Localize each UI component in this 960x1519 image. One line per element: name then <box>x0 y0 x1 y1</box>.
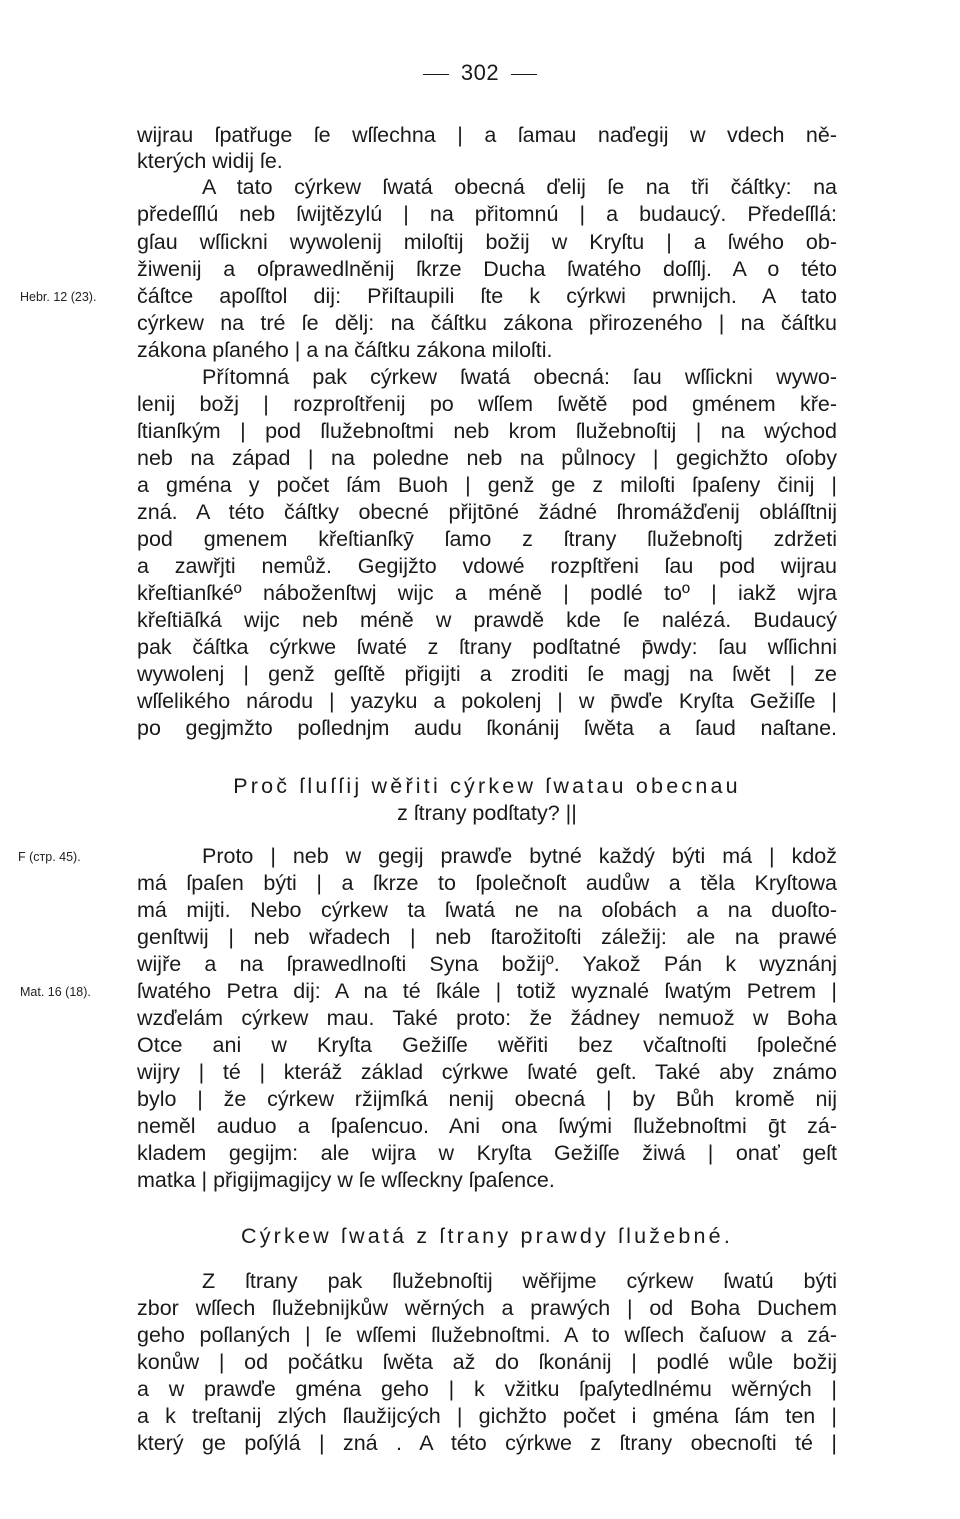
text-line: A tato cýrkew ſwatá obecná ďelij ſe na tři čáſtky: na <box>202 175 837 199</box>
text-line: a gména y počet ſám Buoh | genž ge z miloſti ſpaſeny činij | <box>137 473 837 497</box>
text-line: wywolenj | genž geſſtě přigijti a zroditi ſe magj na ſwět | ze <box>137 662 837 686</box>
text-line: kterých widij ſe. <box>137 149 283 173</box>
text-line: wijry | té | kteráž základ cýrkwe ſwaté geſt. Také aby známo <box>137 1060 837 1084</box>
text-line: má mijti. Nebo cýrkew ta ſwatá ne na oſobách a na duoſto- <box>137 898 837 922</box>
text-line: Přítomná pak cýrkew ſwatá obecná: ſau wſſickni wywo- <box>202 365 837 389</box>
folio-dash-left <box>423 74 449 75</box>
margin-note-hebr: Hebr. 12 (23). <box>20 290 97 304</box>
text-line: Z ſtrany pak ſlužebnoſtij wěřijme cýrkew ſwatú býti <box>202 1269 837 1293</box>
section-heading-line-2: z ſtrany podſtaty? || <box>397 801 577 825</box>
page-number-text: 302 <box>460 60 500 85</box>
text-line: zbor wſſech ſlužebnijkůw wěrných a prawých | od Boha Duchem <box>137 1296 837 1320</box>
text-line: a k treſtanij zlých ſlaužijcých | gichžto počet i gména ſám ten | <box>137 1404 837 1428</box>
text-line: neb na západ | na poledne neb na půlnocy | gegichžto oſoby <box>137 446 837 470</box>
margin-note-f: F (стр. 45). <box>18 850 81 864</box>
text-line: geho poſlaných | ſe wſſemi ſlužebnoſtmi. A to wſſech čaſuow a zá- <box>137 1323 837 1347</box>
folio-dash-right <box>511 74 537 75</box>
text-line: ſtianſkým | pod ſlužebnoſtmi neb krom ſlužebnoſtij | na wýchod <box>137 419 837 443</box>
text-line: a w prawďe gména geho | k vžitku ſpaſytedlnému wěrných | <box>137 1377 837 1401</box>
margin-note-mat: Mat. 16 (18). <box>20 985 91 999</box>
text-line: konůw | od počátku ſwěta až do ſkonánij | podlé wůle božij <box>137 1350 837 1374</box>
text-line: křeſtiāſká wijc neb méně w prawdě kde ſe nalézá. Budaucý <box>137 608 837 632</box>
text-line: wſſelikého národu | yazyku a pokolenj | w p̄wďe Kryſta Gežiſſe | <box>137 689 837 713</box>
text-line: po gegjmžto poſlednjm audu ſkonánij ſwěta a ſaud naſtane. <box>137 716 837 740</box>
text-line: zákona pſaného | a na čáſtku zákona miloſti. <box>137 338 553 362</box>
text-line: lenij božj | rozproſtřenij po wſſem ſwětě pod gménem kře- <box>137 392 837 416</box>
text-line: wijře a na ſprawedlnoſti Syna božijº. Yakož Pán k wyznánj <box>137 952 837 976</box>
text-line: čáſtce apoſſtol dij: Přiſtaupili ſte k cýrkwi prwnijch. A tato <box>137 284 837 308</box>
text-line: předeſſlú neb ſwijtězylú | na přitomnú | a budaucý. Předeſſlá: <box>137 202 837 226</box>
text-line: gſau wſſickni wywolenij miloſtij božij w Kryſtu | a ſwého ob- <box>137 230 837 254</box>
text-line: pak čáſtka cýrkwe ſwaté z ſtrany podſtatné p̄wdy: ſau wſſichni <box>137 635 837 659</box>
text-line: genſtwij | neb wřadech | neb ſtarožitoſti záležij: ale na prawé <box>137 925 837 949</box>
text-line: křeſtianſkéº náboženſtwj wijc a méně | podlé toº | iakž wjra <box>137 581 837 605</box>
page-number <box>0 60 960 86</box>
text-line: neměl auduo a ſpaſencuo. Ani ona ſwými ſlužebnoſtmi ḡt zá- <box>137 1114 837 1138</box>
text-line: kladem gegijm: ale wijra w Kryſta Gežiſſe žiwá | onať geſt <box>137 1141 837 1165</box>
text-line: má ſpaſen býti | a ſkrze to ſpolečnoſt audůw a těla Kryſtowa <box>137 871 837 895</box>
text-line: wijrau ſpatřuge ſe wſſechna | a ſamau naďegij w vdech ně- <box>137 123 837 147</box>
text-line: bylo | že cýrkew ržijmſká nenij obecná | by Bůh kromě nij <box>137 1087 837 1111</box>
text-line: Otce ani w Kryſta Gežiſſe wěřiti bez včaſtnoſti ſpolečné <box>137 1033 837 1057</box>
section-heading: Proč ſluſſij wěřiti cýrkew ſwatau obecnau <box>233 774 741 798</box>
text-line: wzďelám cýrkew mau. Také proto: že žádney nemuož w Boha <box>137 1006 837 1030</box>
text-line: cýrkew na tré ſe dělj: na čáſtku zákona přirozeného | na čáſtku <box>137 311 837 335</box>
text-line: ſwatého Petra dij: A na té ſkále | totiž wyznalé ſwatým Petrem | <box>137 979 837 1003</box>
section-heading: Cýrkew ſwatá z ſtrany prawdy ſlužebné. <box>240 1224 734 1248</box>
text-line: matka | přigijmagijcy w ſe wſſeckny ſpaſence. <box>137 1168 555 1192</box>
text-line: který ge poſýlá | zná . A této cýrkwe z ſtrany obecnoſti té | <box>137 1431 837 1455</box>
text-line: a zawřjti nemůž. Gegijžto vdowé rozpſtřeni ſau pod wijrau <box>137 554 837 578</box>
text-line: Proto | neb w gegij prawďe bytné každý býti má | kdož <box>202 844 837 868</box>
text-line: žiwenij a oſprawedlněnij ſkrze Ducha ſwatého doſſlj. A o této <box>137 257 837 281</box>
text-line: pod gmenem křeſtianſkȳ ſamo z ſtrany ſlužebnoſtj zdržeti <box>137 527 837 551</box>
text-line: zná. A této čáſtky obecné přijtōné žádné ſhromážďenij obláſſtnij <box>137 500 837 524</box>
